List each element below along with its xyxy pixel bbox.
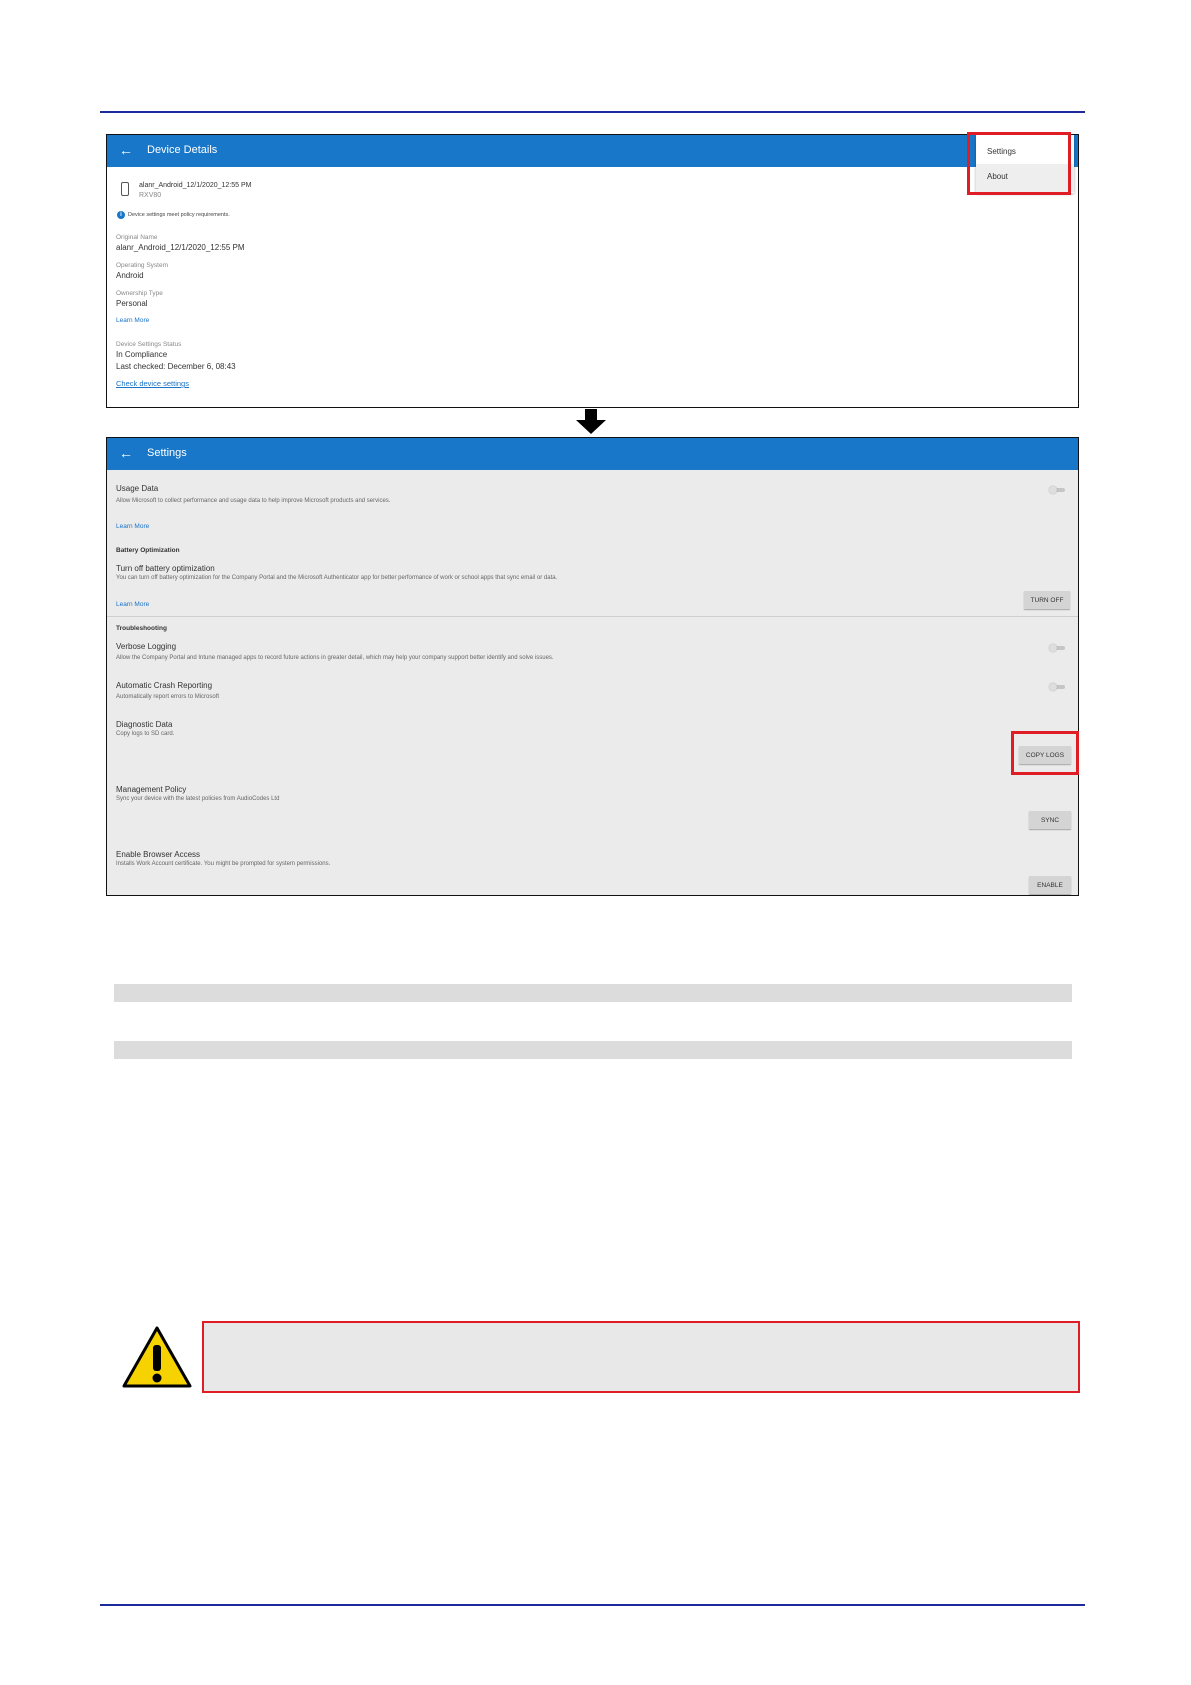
- check-device-settings-link[interactable]: Check device settings: [116, 379, 189, 388]
- ownership-label: Ownership Type: [116, 290, 163, 297]
- settings-screenshot: [106, 437, 1079, 896]
- compliance-message: Device settings meet policy requirements.: [128, 212, 230, 218]
- menu-item-about[interactable]: About: [987, 172, 1008, 181]
- device-details-app-bar: [107, 135, 1078, 167]
- warning-icon: [121, 1325, 193, 1390]
- troubleshooting-header: Troubleshooting: [116, 625, 167, 632]
- original-name-value: alanr_Android_12/1/2020_12:55 PM: [116, 243, 245, 252]
- browser-access-title: Enable Browser Access: [116, 850, 201, 859]
- os-label: Operating System: [116, 262, 169, 269]
- battery-desc: You can turn off battery optimization for the Company Portal and the Microsoft Authenticator app for better performance of work or school apps that sync email or data.: [116, 575, 558, 581]
- device-details-title: Device Details: [147, 144, 218, 156]
- arrow-left-icon[interactable]: ←: [119, 142, 133, 158]
- learn-more-link[interactable]: Learn More: [116, 317, 150, 324]
- menu-item-settings[interactable]: Settings: [987, 147, 1016, 156]
- device-details-screenshot: [106, 134, 1079, 408]
- crash-reporting-title: Automatic Crash Reporting: [116, 681, 213, 690]
- copy-logs-button[interactable]: COPY LOGS: [1019, 746, 1071, 764]
- last-checked: Last checked: December 6, 08:43: [116, 362, 236, 371]
- warning-box: [202, 1321, 1080, 1393]
- copy-logs-highlight: [1011, 731, 1079, 775]
- learn-more-link-battery[interactable]: Learn More: [116, 601, 150, 608]
- shaded-bar: [114, 1041, 1072, 1059]
- management-policy-title: Management Policy: [116, 785, 187, 794]
- status-value: In Compliance: [116, 350, 168, 359]
- arrow-down-icon: [576, 409, 606, 434]
- arrow-left-icon[interactable]: ←: [119, 445, 133, 461]
- device-name: alanr_Android_12/1/2020_12:55 PM: [139, 182, 252, 189]
- shaded-bar: [114, 984, 1072, 1002]
- menu-highlight: [967, 132, 1071, 195]
- battery-header: Battery Optimization: [116, 547, 180, 554]
- crash-reporting-desc: Automatically report errors to Microsoft: [116, 694, 220, 700]
- enable-button[interactable]: ENABLE: [1029, 876, 1071, 894]
- header-rule: [100, 111, 1085, 113]
- footer-rule: [100, 1604, 1085, 1606]
- sync-button[interactable]: SYNC: [1029, 811, 1071, 829]
- verbose-logging-desc: Allow the Company Portal and Intune managed apps to record future actions in greater detail, which may help your company support better identify and solve issues.: [116, 655, 554, 661]
- info-icon: i: [117, 211, 125, 219]
- usage-data-desc: Allow Microsoft to collect performance and usage data to help improve Microsoft products and services.: [116, 498, 391, 504]
- section-divider: [107, 616, 1078, 617]
- browser-access-desc: Installs Work Account certificate. You might be prompted for system permissions.: [116, 861, 331, 867]
- diagnostic-data-title: Diagnostic Data: [116, 720, 173, 729]
- phone-icon: [121, 182, 129, 196]
- turn-off-button[interactable]: TURN OFF: [1024, 591, 1070, 609]
- usage-data-toggle[interactable]: [1049, 486, 1065, 494]
- diagnostic-data-desc: Copy logs to SD card.: [116, 731, 175, 737]
- usage-data-title: Usage Data: [116, 484, 159, 493]
- settings-app-bar: [107, 438, 1078, 470]
- os-value: Android: [116, 271, 144, 280]
- settings-title: Settings: [147, 447, 187, 459]
- learn-more-link-usage[interactable]: Learn More: [116, 523, 150, 530]
- ownership-value: Personal: [116, 299, 148, 308]
- management-policy-desc: Sync your device with the latest policies from AudioCodes Ltd: [116, 796, 280, 802]
- status-label: Device Settings Status: [116, 341, 182, 348]
- verbose-logging-toggle[interactable]: [1049, 644, 1065, 652]
- battery-title: Turn off battery optimization: [116, 564, 215, 573]
- device-model: RXV80: [139, 192, 162, 199]
- original-name-label: Original Name: [116, 234, 158, 241]
- verbose-logging-title: Verbose Logging: [116, 642, 177, 651]
- crash-reporting-toggle[interactable]: [1049, 683, 1065, 691]
